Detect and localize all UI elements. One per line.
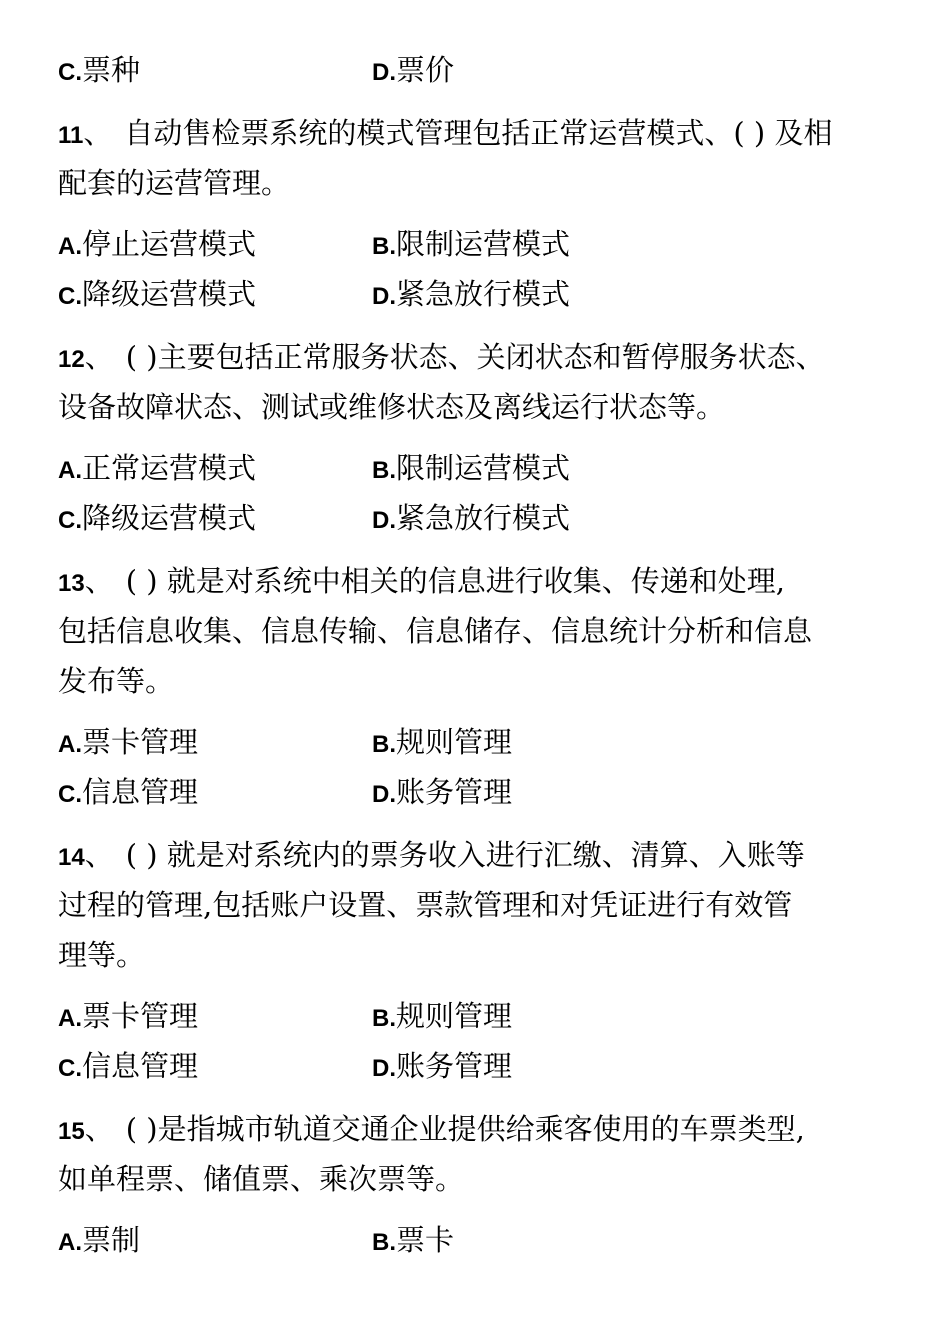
question-13-line-2: 包括信息收集、信息传输、信息储存、信息统计分析和信息 <box>58 614 813 648</box>
question-12 <box>58 332 898 432</box>
q14-option-a: A.票卡管理 <box>58 999 199 1033</box>
question-14 <box>58 830 898 980</box>
question-11-line-2: 配套的运营管理。 <box>58 166 291 200</box>
q13-option-b: B.规则管理 <box>372 725 513 759</box>
question-11 <box>58 108 898 208</box>
q12-options-row-ab <box>58 446 908 490</box>
q14-option-c: C.信息管理 <box>58 1049 199 1083</box>
q13-option-d: D.账务管理 <box>372 775 513 809</box>
q12-option-b: B.限制运营模式 <box>372 451 571 485</box>
q14-options-row-ab <box>58 994 908 1038</box>
question-13 <box>58 556 898 706</box>
q13-option-a: A.票卡管理 <box>58 725 199 759</box>
question-14-line-1: 14、 ( ) 就是对系统内的票务收入进行汇缴、清算、入账等 <box>58 838 805 872</box>
q15-option-a: A.票制 <box>58 1223 141 1257</box>
q11-option-a: A.停止运营模式 <box>58 227 257 261</box>
q12-option-a: A.正常运营模式 <box>58 451 257 485</box>
q11-options-row-cd <box>58 272 908 316</box>
question-11-line-1: 11、 自动售检票系统的模式管理包括正常运营模式、( ) 及相 <box>58 116 833 150</box>
q15-options-row-ab <box>58 1218 908 1262</box>
question-15-line-2: 如单程票、储值票、乘次票等。 <box>58 1162 465 1196</box>
q10-options-row-cd <box>58 48 908 92</box>
q11-option-b: B.限制运营模式 <box>372 227 571 261</box>
q11-option-c: C.降级运营模式 <box>58 277 257 311</box>
question-12-line-1: 12、 ( )主要包括正常服务状态、关闭状态和暂停服务状态、 <box>58 340 825 374</box>
q11-option-d: D.紧急放行模式 <box>372 277 571 311</box>
q13-options-row-cd <box>58 770 908 814</box>
q13-options-row-ab <box>58 720 908 764</box>
q12-option-c: C.降级运营模式 <box>58 501 257 535</box>
question-14-line-2: 过程的管理,包括账户设置、票款管理和对凭证进行有效管 <box>58 888 793 922</box>
question-15 <box>58 1104 898 1204</box>
q10-option-c: C.票种 <box>58 53 141 87</box>
q14-option-d: D.账务管理 <box>372 1049 513 1083</box>
question-number: 13 <box>58 570 85 597</box>
question-number: 15 <box>58 1118 85 1145</box>
question-13-line-1: 13、 ( ) 就是对系统中相关的信息进行收集、传递和处理, <box>58 564 786 598</box>
q10-option-d: D.票价 <box>372 53 455 87</box>
question-number: 12 <box>58 346 85 373</box>
q14-option-b: B.规则管理 <box>372 999 513 1033</box>
question-number: 11 <box>58 122 84 149</box>
question-12-line-2: 设备故障状态、测试或维修状态及离线运行状态等。 <box>58 390 726 424</box>
question-number: 14 <box>58 844 85 871</box>
q12-option-d: D.紧急放行模式 <box>372 501 571 535</box>
q15-option-b: B.票卡 <box>372 1223 455 1257</box>
q12-options-row-cd <box>58 496 908 540</box>
question-15-line-1: 15、 ( )是指城市轨道交通企业提供给乘客使用的车票类型, <box>58 1112 805 1146</box>
q13-option-c: C.信息管理 <box>58 775 199 809</box>
q14-options-row-cd <box>58 1044 908 1088</box>
question-13-line-3: 发布等。 <box>58 664 175 698</box>
q11-options-row-ab <box>58 222 908 266</box>
question-14-line-3: 理等。 <box>58 938 146 972</box>
